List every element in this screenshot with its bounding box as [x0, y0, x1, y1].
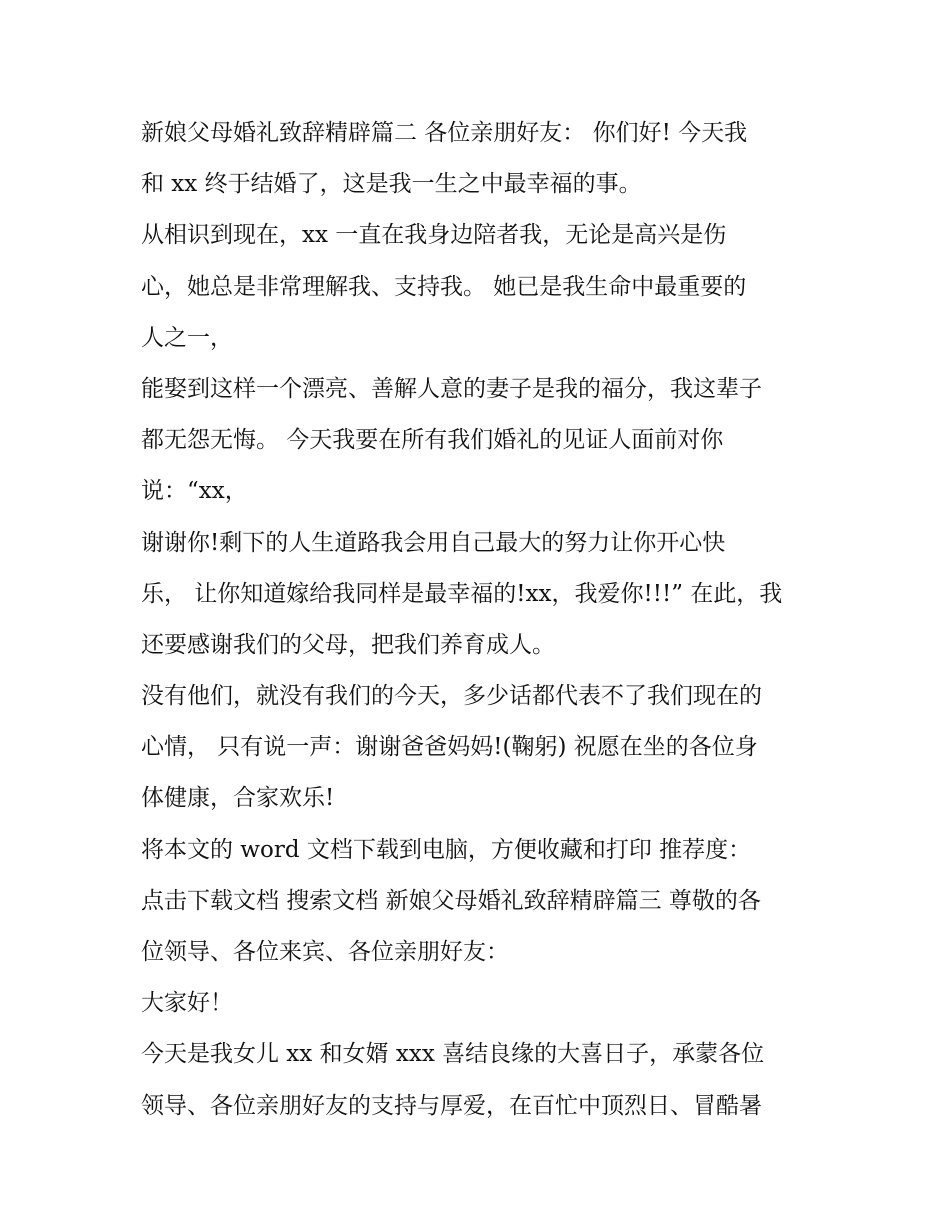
text-line: 没有他们，就没有我们的今天，多少话都代表不了我们现在的 [141, 683, 762, 710]
text-line: 谢谢你!剩下的人生道路我会用自己最大的努力让你开心快 [141, 529, 726, 556]
text-line: 今天是我女儿 xx 和女婿 xxx 喜结良缘的大喜日子，承蒙各位 [141, 1041, 765, 1068]
text-line: 体健康，合家欢乐! [141, 785, 335, 812]
text-line: 领导、各位亲朋好友的支持与厚爱，在百忙中顶烈日、冒酷暑 [141, 1092, 762, 1119]
text-line: 大家好！ [141, 990, 233, 1017]
text-line: 心，她总是非常理解我、支持我。 她已是我生命中最重要的 [141, 273, 747, 300]
text-line: 点击下载文档 搜索文档 新娘父母婚礼致辞精辟篇三 尊敬的各 [141, 887, 761, 914]
text-line: 乐， 让你知道嫁给我同样是最幸福的!xx，我爱你!!!” 在此，我 [141, 580, 783, 607]
text-line: 还要感谢我们的父母，把我们养育成人。 [141, 631, 555, 658]
text-line: 和 xx 终于结婚了，这是我一生之中最幸福的事。 [141, 171, 642, 198]
text-line: 新娘父母婚礼致辞精辟篇二 各位亲朋好友： 你们好! 今天我 [141, 120, 748, 146]
text-line: 说：“xx， [141, 478, 248, 505]
text-line: 从相识到现在，xx 一直在我身边陪者我，无论是高兴是伤 [141, 222, 727, 249]
text-line: 位领导、各位来宾、各位亲朋好友： [141, 939, 509, 965]
text-line: 心情， 只有说一声：谢谢爸爸妈妈!(鞠躬) 祝愿在坐的各位身 [141, 734, 758, 761]
text-line: 能娶到这样一个漂亮、善解人意的妻子是我的福分，我这辈子 [141, 375, 762, 402]
text-line: 将本文的 word 文档下载到电脑，方便收藏和打印 推荐度： [141, 836, 752, 863]
text-line: 人之一， [141, 324, 233, 351]
body-text [141, 108, 821, 1132]
text-line: 都无怨无悔。 今天我要在所有我们婚礼的见证人面前对你 [141, 427, 724, 454]
